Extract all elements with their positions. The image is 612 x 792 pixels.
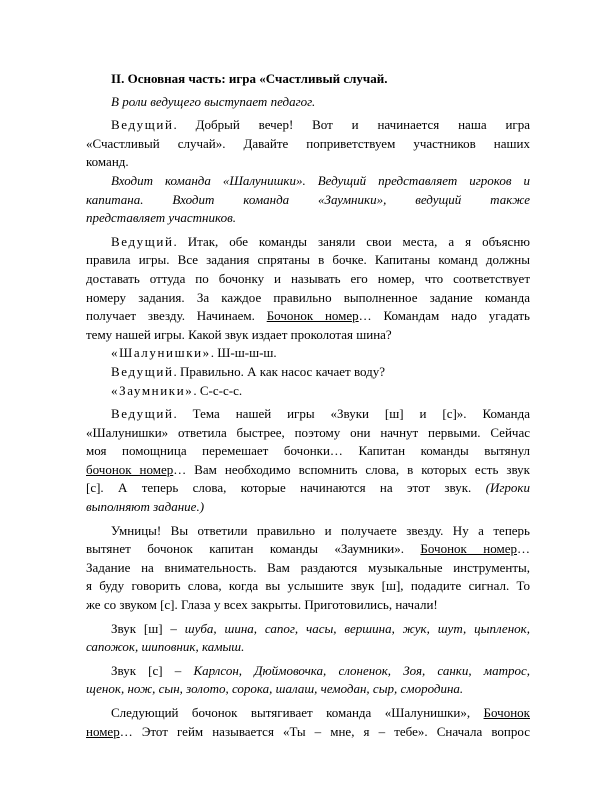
text-run: … Вам необходимо вспомнить слова, в которых есть звук — [173, 461, 530, 477]
text-line — [86, 363, 530, 382]
text-line — [86, 559, 530, 578]
text-line — [86, 93, 530, 112]
text-line — [86, 116, 530, 135]
document-page — [86, 70, 530, 741]
text-line — [86, 424, 530, 443]
text-run: . Добрый вечер! Вот и начинается наша игра — [173, 117, 530, 133]
text-run: сапожок, шиповник, камыш. — [86, 639, 245, 655]
text-line — [86, 270, 530, 289]
text-run: «Шалунишки» ответила быстрее, поэтому они начнут первыми. Сейчас — [86, 424, 530, 440]
text-run: представляет участников. — [86, 210, 236, 226]
text-run: моя помощница перемешает бочонки… Капитан команды вытянул — [86, 443, 530, 459]
text-run: Ведущий — [111, 233, 174, 249]
text-line — [86, 382, 530, 401]
text-run: . Правильно. А как насос качает воду? — [173, 363, 386, 379]
text-line — [86, 233, 530, 252]
text-run: Бочонок номер — [420, 541, 517, 557]
text-run: номеру задания. За каждое правильно выполненное задание команда — [86, 289, 530, 305]
text-run: Звук [с] – — [111, 662, 194, 678]
text-line — [86, 326, 530, 345]
text-run: вытянет бочонок капитан команды «Заумники». — [86, 541, 421, 557]
text-run: Звук [ш] – — [111, 620, 185, 636]
text-line — [86, 522, 530, 541]
text-line — [86, 344, 530, 363]
text-run: (Игроки — [485, 480, 530, 496]
text-run: выполняют задание.) — [86, 499, 205, 515]
text-run: Карлсон, Дюймовочка, слоненок, Зоя, санки, матрос, — [193, 662, 530, 678]
text-line — [86, 209, 530, 228]
text-run: шуба, шина, сапог, часы, вершина, жук, шут, цыпленок, — [184, 620, 530, 636]
text-run: В роли ведущего выступает педагог. — [111, 93, 316, 109]
text-line — [86, 461, 530, 480]
text-run: . Тема нашей игры «Звуки [ш] и [с]». Команда — [173, 406, 530, 422]
text-run: «Заумники» — [111, 382, 194, 398]
text-run: [с]. А теперь слова, которые начинаются на этот звук. — [86, 480, 486, 496]
text-line — [86, 680, 530, 699]
text-run: Следующий бочонок вытягивает команда «Шалунишки», — [111, 705, 484, 720]
text-run: капитана. Входит команда «Заумники», ведущий также — [86, 191, 530, 207]
text-run: «Шалунишки» — [111, 345, 211, 361]
text-line — [86, 251, 530, 270]
text-run: … Командам надо угадать — [358, 308, 530, 324]
text-line — [86, 153, 530, 172]
text-run: правила игры. Все задания спрятаны в бочке. Капитаны команд должны — [86, 252, 530, 268]
text-run: … — [517, 541, 530, 557]
text-line — [86, 662, 530, 681]
text-run: . Итак, обе команды заняли свои места, а я объясню — [173, 233, 530, 249]
text-run: Задание на внимательность. Вам раздаются музыкальные инструменты, — [86, 559, 530, 575]
text-run: номер — [86, 723, 120, 739]
text-line — [86, 638, 530, 657]
text-line — [86, 172, 530, 191]
text-line — [86, 405, 530, 424]
text-line — [86, 498, 530, 517]
text-line — [86, 479, 530, 498]
text-run: Ведущий — [111, 363, 174, 379]
text-run: щенок, нож, сын, золото, сорока, шалаш, чемодан, сыр, смородина. — [86, 681, 464, 697]
section-heading: II. Основная часть: игра «Счастливый случай. — [111, 71, 388, 86]
text-line — [86, 704, 530, 723]
text-run: Ведущий — [111, 406, 174, 422]
text-line — [86, 577, 530, 596]
text-line — [86, 307, 530, 326]
text-run: Умницы! Вы ответили правильно и получаете звезду. Ну а теперь — [111, 522, 530, 538]
text-line — [86, 540, 530, 559]
text-run: же со звуком [с]. Глаза у всех закрыты. Приготовились, начали! — [86, 597, 438, 613]
text-run: . Ш-ш-ш-ш. — [210, 345, 277, 361]
text-run: «Счастливый случай». Давайте поприветствуем участников наших — [86, 135, 530, 151]
text-run: Бочонок номер — [266, 308, 359, 324]
text-run: получает звезду. Начинаем. — [86, 308, 267, 324]
text-line — [86, 442, 530, 461]
text-run: Входит команда «Шалунишки». Ведущий представляет игроков и — [111, 172, 530, 188]
text-line — [86, 620, 530, 639]
text-run: Ведущий — [111, 117, 174, 133]
text-run: команд. — [86, 154, 129, 170]
document-body — [86, 93, 530, 742]
text-line — [86, 191, 530, 210]
text-run: доставать оттуда по бочонку и называть его номер, что соответствует — [86, 270, 530, 286]
text-line — [86, 723, 530, 742]
text-run: бочонок номер — [86, 461, 174, 477]
text-run: Бочонок — [483, 705, 530, 720]
text-run: тему нашей игры. Какой звук издает проколотая шина? — [86, 326, 392, 342]
text-line — [86, 596, 530, 615]
text-run: я буду говорить слова, когда вы услышите звук [ш], подадите сигнал. То — [86, 578, 530, 594]
text-line — [86, 289, 530, 308]
text-run: . С-с-с-с. — [193, 382, 243, 398]
text-line — [86, 135, 530, 154]
text-run: … Этот гейм называется «Ты – мне, я – тебе». Сначала вопрос — [119, 723, 530, 739]
